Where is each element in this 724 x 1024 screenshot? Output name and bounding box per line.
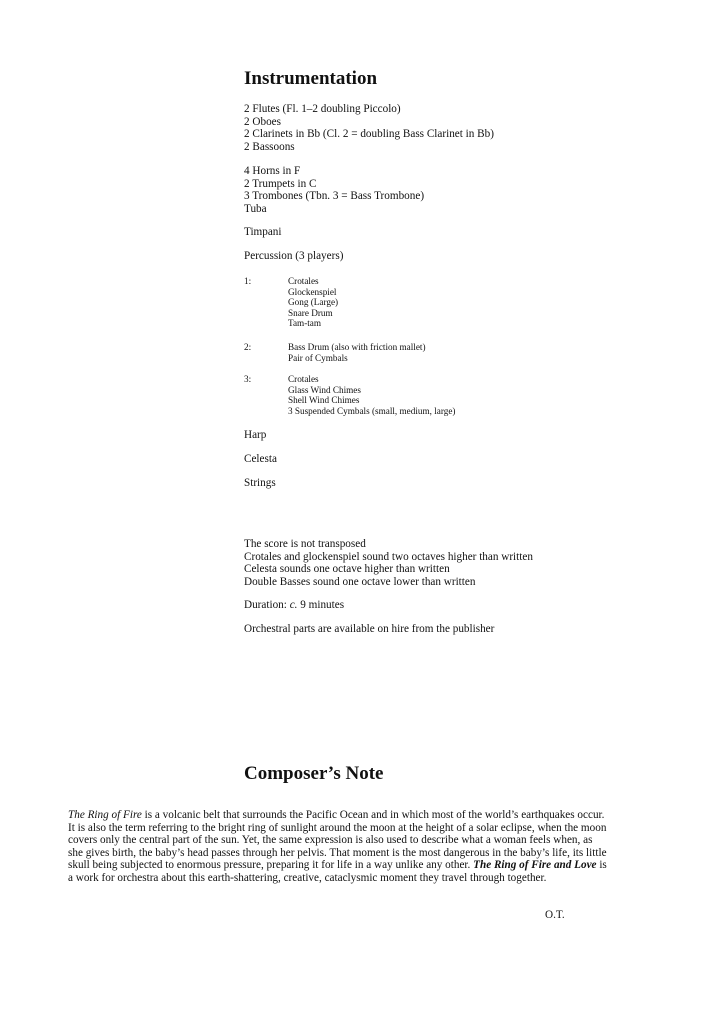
list-item: 3 Trombones (Tbn. 3 = Bass Trombone) [244, 190, 425, 202]
work-full-title: The Ring of Fire and Love [473, 859, 597, 871]
parts-text: Orchestral parts are available on hire from the publisher [244, 623, 495, 635]
timpani-line [244, 226, 282, 239]
note-line: Celesta sounds one octave higher than written [244, 563, 450, 575]
harp-line [244, 429, 266, 442]
note-text-segment: is a volcanic belt that surrounds the Pacific Ocean and in which most of the world’s earthquakes occur. [141, 809, 605, 821]
note-text-segment: skull being subjected to enormous pressure, preparing it for life in a way unlike any other. [68, 859, 474, 871]
brass-list [244, 165, 424, 215]
note-text-segment: It is also the term referring to the bright ring of sunlight around the moon at the height of a solar eclipse, when the moon [68, 821, 607, 834]
player-number: 1: [244, 276, 252, 286]
woodwinds-list [244, 103, 494, 153]
composer-signature: O.T. [545, 909, 565, 921]
player-number: 2: [244, 342, 252, 352]
note-text-segment: a work for orchestra about this earth-shattering, creative, cataclysmic moment they travel through together. [68, 871, 547, 884]
list-item: Snare Drum [288, 307, 333, 318]
list-item: Strings [244, 477, 276, 489]
list-item: Celesta [244, 453, 277, 465]
list-item: 2 Flutes (Fl. 1–2 doubling Piccolo) [244, 103, 401, 115]
note-line: The score is not transposed [244, 538, 366, 550]
duration-circa: c. [289, 599, 298, 611]
list-item: Tam-tam [288, 318, 322, 329]
list-item: Crotales [288, 374, 319, 384]
player-instruments [288, 276, 338, 329]
composers-note-text [68, 809, 658, 884]
celesta-line [244, 453, 277, 466]
note-text-segment: is [596, 859, 607, 871]
player-instruments [288, 342, 426, 363]
list-item: Shell Wind Chimes [288, 395, 360, 406]
parts-line [244, 623, 494, 636]
list-item: 2 Oboes [244, 115, 281, 128]
duration-value: 9 minutes [297, 599, 345, 611]
list-item: Percussion (3 players) [244, 250, 344, 262]
composers-note-title: Composer’s Note [244, 763, 384, 784]
note-line: Double Basses sound one octave lower than written [244, 575, 476, 588]
player-instruments [288, 374, 455, 416]
list-item: Gong (Large) [288, 297, 339, 308]
list-item: Harp [244, 429, 267, 441]
note-text-segment: she gives birth, the baby’s head passes through her pelvis. That moment is the most dangerous in the baby’s life, its little [68, 846, 607, 859]
player-number: 3: [244, 374, 252, 384]
note-line: Crotales and glockenspiel sound two octaves higher than written [244, 550, 533, 563]
list-item: 2 Trumpets in C [244, 177, 317, 190]
strings-line [244, 477, 276, 490]
transposition-notes [244, 538, 533, 588]
instrumentation-title: Instrumentation [244, 68, 378, 89]
list-item: Timpani [244, 226, 282, 238]
list-item: 3 Suspended Cymbals (small, medium, large) [288, 405, 456, 416]
list-item: Glockenspiel [288, 286, 337, 297]
list-item: Glass Wind Chimes [288, 384, 361, 395]
note-text-segment: covers only the central part of the sun. Yet, the same expression is also used to describe what a woman feels when, as [68, 834, 593, 846]
list-item: Bass Drum (also with friction mallet) [288, 342, 426, 352]
list-item: Crotales [288, 276, 319, 286]
work-title-italic: The Ring of Fire [68, 809, 142, 821]
duration-label: Duration: [244, 599, 290, 611]
list-item: Pair of Cymbals [288, 352, 348, 363]
duration-line [244, 599, 344, 612]
list-item: 2 Clarinets in Bb (Cl. 2 = doubling Bass Clarinet in Bb) [244, 128, 494, 140]
percussion-heading [244, 250, 343, 263]
list-item: 4 Horns in F [244, 165, 301, 177]
list-item: 2 Bassoons [244, 140, 295, 153]
list-item: Tuba [244, 202, 267, 215]
